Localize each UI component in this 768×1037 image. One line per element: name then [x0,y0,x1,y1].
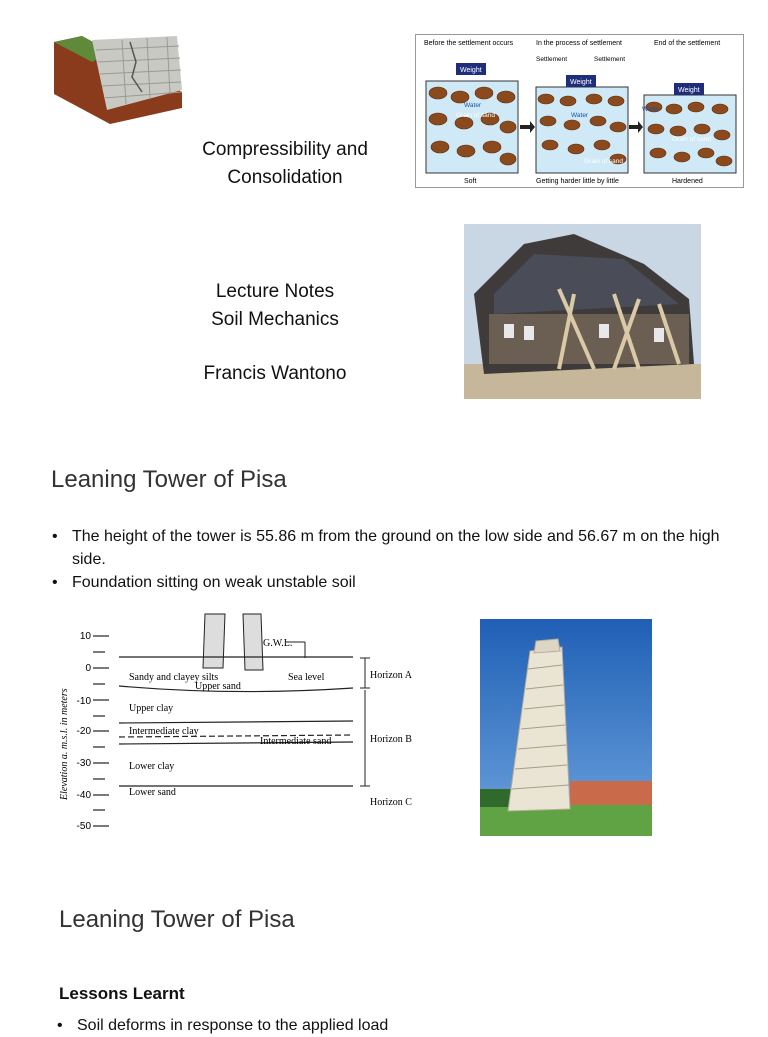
slide2-bullet: • Foundation sitting on weak unstable soil [50,571,720,594]
horizon-label: Horizon C [370,797,412,808]
y-axis-label: Elevation a. m.s.l. in meters [59,688,70,800]
water-label-3: Water [642,106,660,113]
tick-label: -10 [76,696,91,707]
layer-label: Lower clay [129,761,175,772]
cover-subtitle-line2: Soil Mechanics [211,309,339,330]
stage1-footer: Soft [464,178,477,185]
tick-label: 0 [85,663,91,674]
weight-label-2: Weight [570,79,592,86]
weight-label-1: Weight [460,67,482,74]
stage3-footer: Hardened [672,178,703,185]
stage2-footer: Getting harder little by little [536,178,619,185]
settlement-left-label: Settlement [536,56,568,63]
water-label-1: Water [464,102,482,109]
cover-subtitle-line1: Lecture Notes [215,281,335,302]
slide2-title: Leaning Tower of Pisa [51,466,287,493]
grain-label-2: Grain of sand [584,158,624,165]
slide2-bullet-list [50,525,720,594]
slide3-bullet-list [55,1014,735,1037]
water-label-2: Water [571,112,589,119]
settlement-diagram [415,34,744,188]
lessons-heading: Lessons Learnt [59,984,185,1003]
retaining-wall-illustration [52,32,186,124]
weight-label-3: Weight [678,87,700,94]
soil-profile-diagram [55,610,430,835]
tick-label: -40 [76,790,91,801]
gwl-label: G.W.L. [263,638,293,649]
horizon-label: Horizon B [370,734,412,745]
stage3-header: End of the settlement [654,40,721,47]
grain-label-1: Grain of sand [456,112,496,119]
slide3-bullet: • Soil deforms in response to the applied load [55,1014,735,1037]
layer-label: Intermediate sand [260,736,332,747]
stage2-header: In the process of settlement [536,40,622,47]
cover-title-line1: Compressibility and [202,139,368,160]
layer-label: Sandy and clayey silts [129,672,219,683]
layer-label: Lower sand [129,787,176,798]
sea-level-label: Sea level [288,672,325,683]
grain-label-3: Grain of sand [672,136,712,143]
horizon-label: Horizon A [370,670,412,681]
slide2-bullet: • The height of the tower is 55.86 m from the ground on the low side and 56.67 m on the high side. [50,525,720,571]
stage1-header: Before the settlement occurs [424,40,514,47]
settlement-right-label: Settlement [594,56,626,63]
pisa-tower-photo [480,619,652,836]
tick-label: -30 [76,758,91,769]
tick-label: -20 [76,726,91,737]
slide3-title: Leaning Tower of Pisa [59,906,295,933]
layer-label: Upper sand [195,681,241,692]
tick-label: -50 [76,821,91,832]
cover-author: Francis Wantono [203,363,347,384]
layer-label: Upper clay [129,703,174,714]
cover-title-line2: Consolidation [227,167,343,188]
tick-label: 10 [79,631,91,642]
tilted-house-photo [464,224,701,399]
layer-label: Intermediate clay [129,726,199,737]
